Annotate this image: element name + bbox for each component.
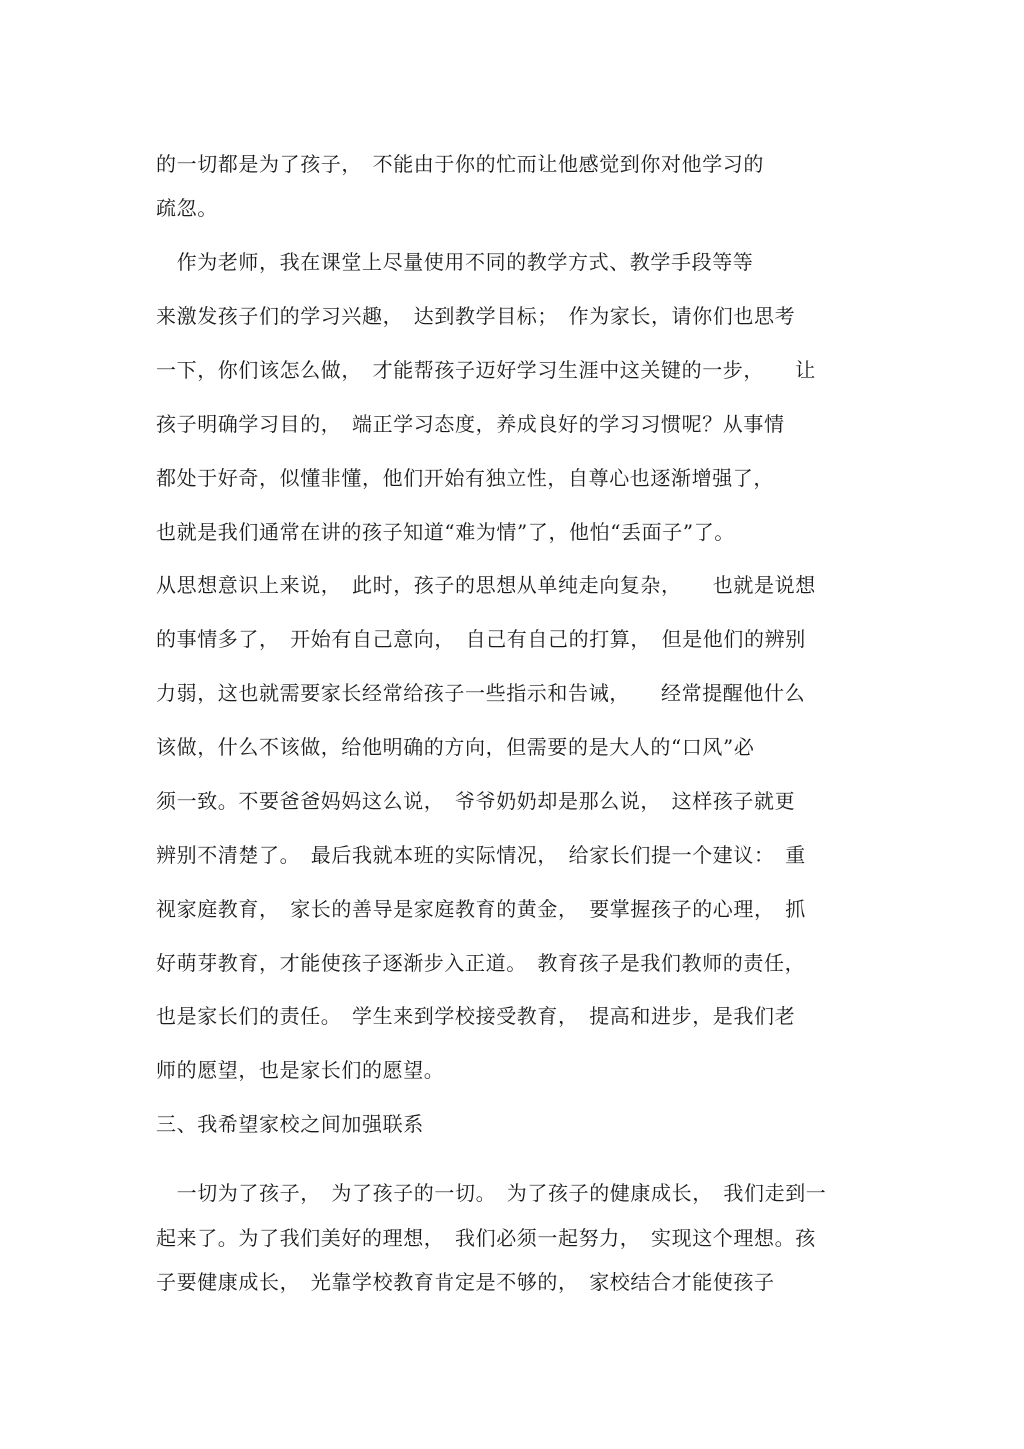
text-line: 师的愿望，也是家长们的愿望。: [156, 1058, 445, 1082]
text-line: 疏忽。: [156, 196, 218, 220]
text-line: 的一切都是为了孩子， 不能由于你的忙而让他感觉到你对他学习的: [156, 152, 764, 176]
text-line: 起来了。为了我们美好的理想， 我们必须一起努力， 实现这个理想。孩: [156, 1226, 816, 1250]
text-line: 来激发孩子们的学习兴趣， 达到教学目标； 作为家长，请你们也思考: [156, 304, 796, 328]
text-line: 也就是我们通常在讲的孩子知道“难为情”了，他怕“丢面子”了。: [156, 520, 735, 544]
text-line: 一切为了孩子， 为了孩子的一切。 为了孩子的健康成长， 我们走到一: [156, 1181, 827, 1205]
text-line: 好萌芽教育，才能使孩子逐渐步入正道。 教育孩子是我们教师的责任，: [156, 951, 806, 975]
text-line: 须一致。不要爸爸妈妈这么说， 爷爷奶奶却是那么说， 这样孩子就更: [156, 789, 796, 813]
text-line: 辨别不清楚了。 最后我就本班的实际情况， 给家长们提一个建议： 重: [156, 843, 806, 867]
text-line: 该做，什么不该做，给他明确的方向，但需要的是大人的“口风”必: [156, 735, 755, 759]
section-heading: 三、我希望家校之间加强联系: [156, 1112, 424, 1136]
text-line: 一下，你们该怎么做， 才能帮孩子迈好学习生涯中这关键的一步， 让: [156, 358, 816, 382]
text-line: 作为老师，我在课堂上尽量使用不同的教学方式、教学手段等等: [156, 250, 754, 274]
text-line: 孩子明确学习目的， 端正学习态度，养成良好的学习习惯呢？从事情: [156, 412, 785, 436]
text-line: 视家庭教育， 家长的善导是家庭教育的黄金， 要掌握孩子的心理， 抓: [156, 897, 806, 921]
text-line: 的事情多了， 开始有自己意向， 自己有自己的打算， 但是他们的辨别: [156, 627, 806, 651]
text-line: 也是家长们的责任。 学生来到学校接受教育， 提高和进步，是我们老: [156, 1004, 796, 1028]
text-line: 从思想意识上来说， 此时，孩子的思想从单纯走向复杂， 也就是说想: [156, 573, 816, 597]
text-line: 力弱，这也就需要家长经常给孩子一些指示和告诫， 经常提醒他什么: [156, 681, 806, 705]
text-line: 都处于好奇，似懂非懂，他们开始有独立性，自尊心也逐渐增强了，: [156, 466, 774, 490]
text-line: 子要健康成长， 光靠学校教育肯定是不够的， 家校结合才能使孩子: [156, 1270, 775, 1294]
